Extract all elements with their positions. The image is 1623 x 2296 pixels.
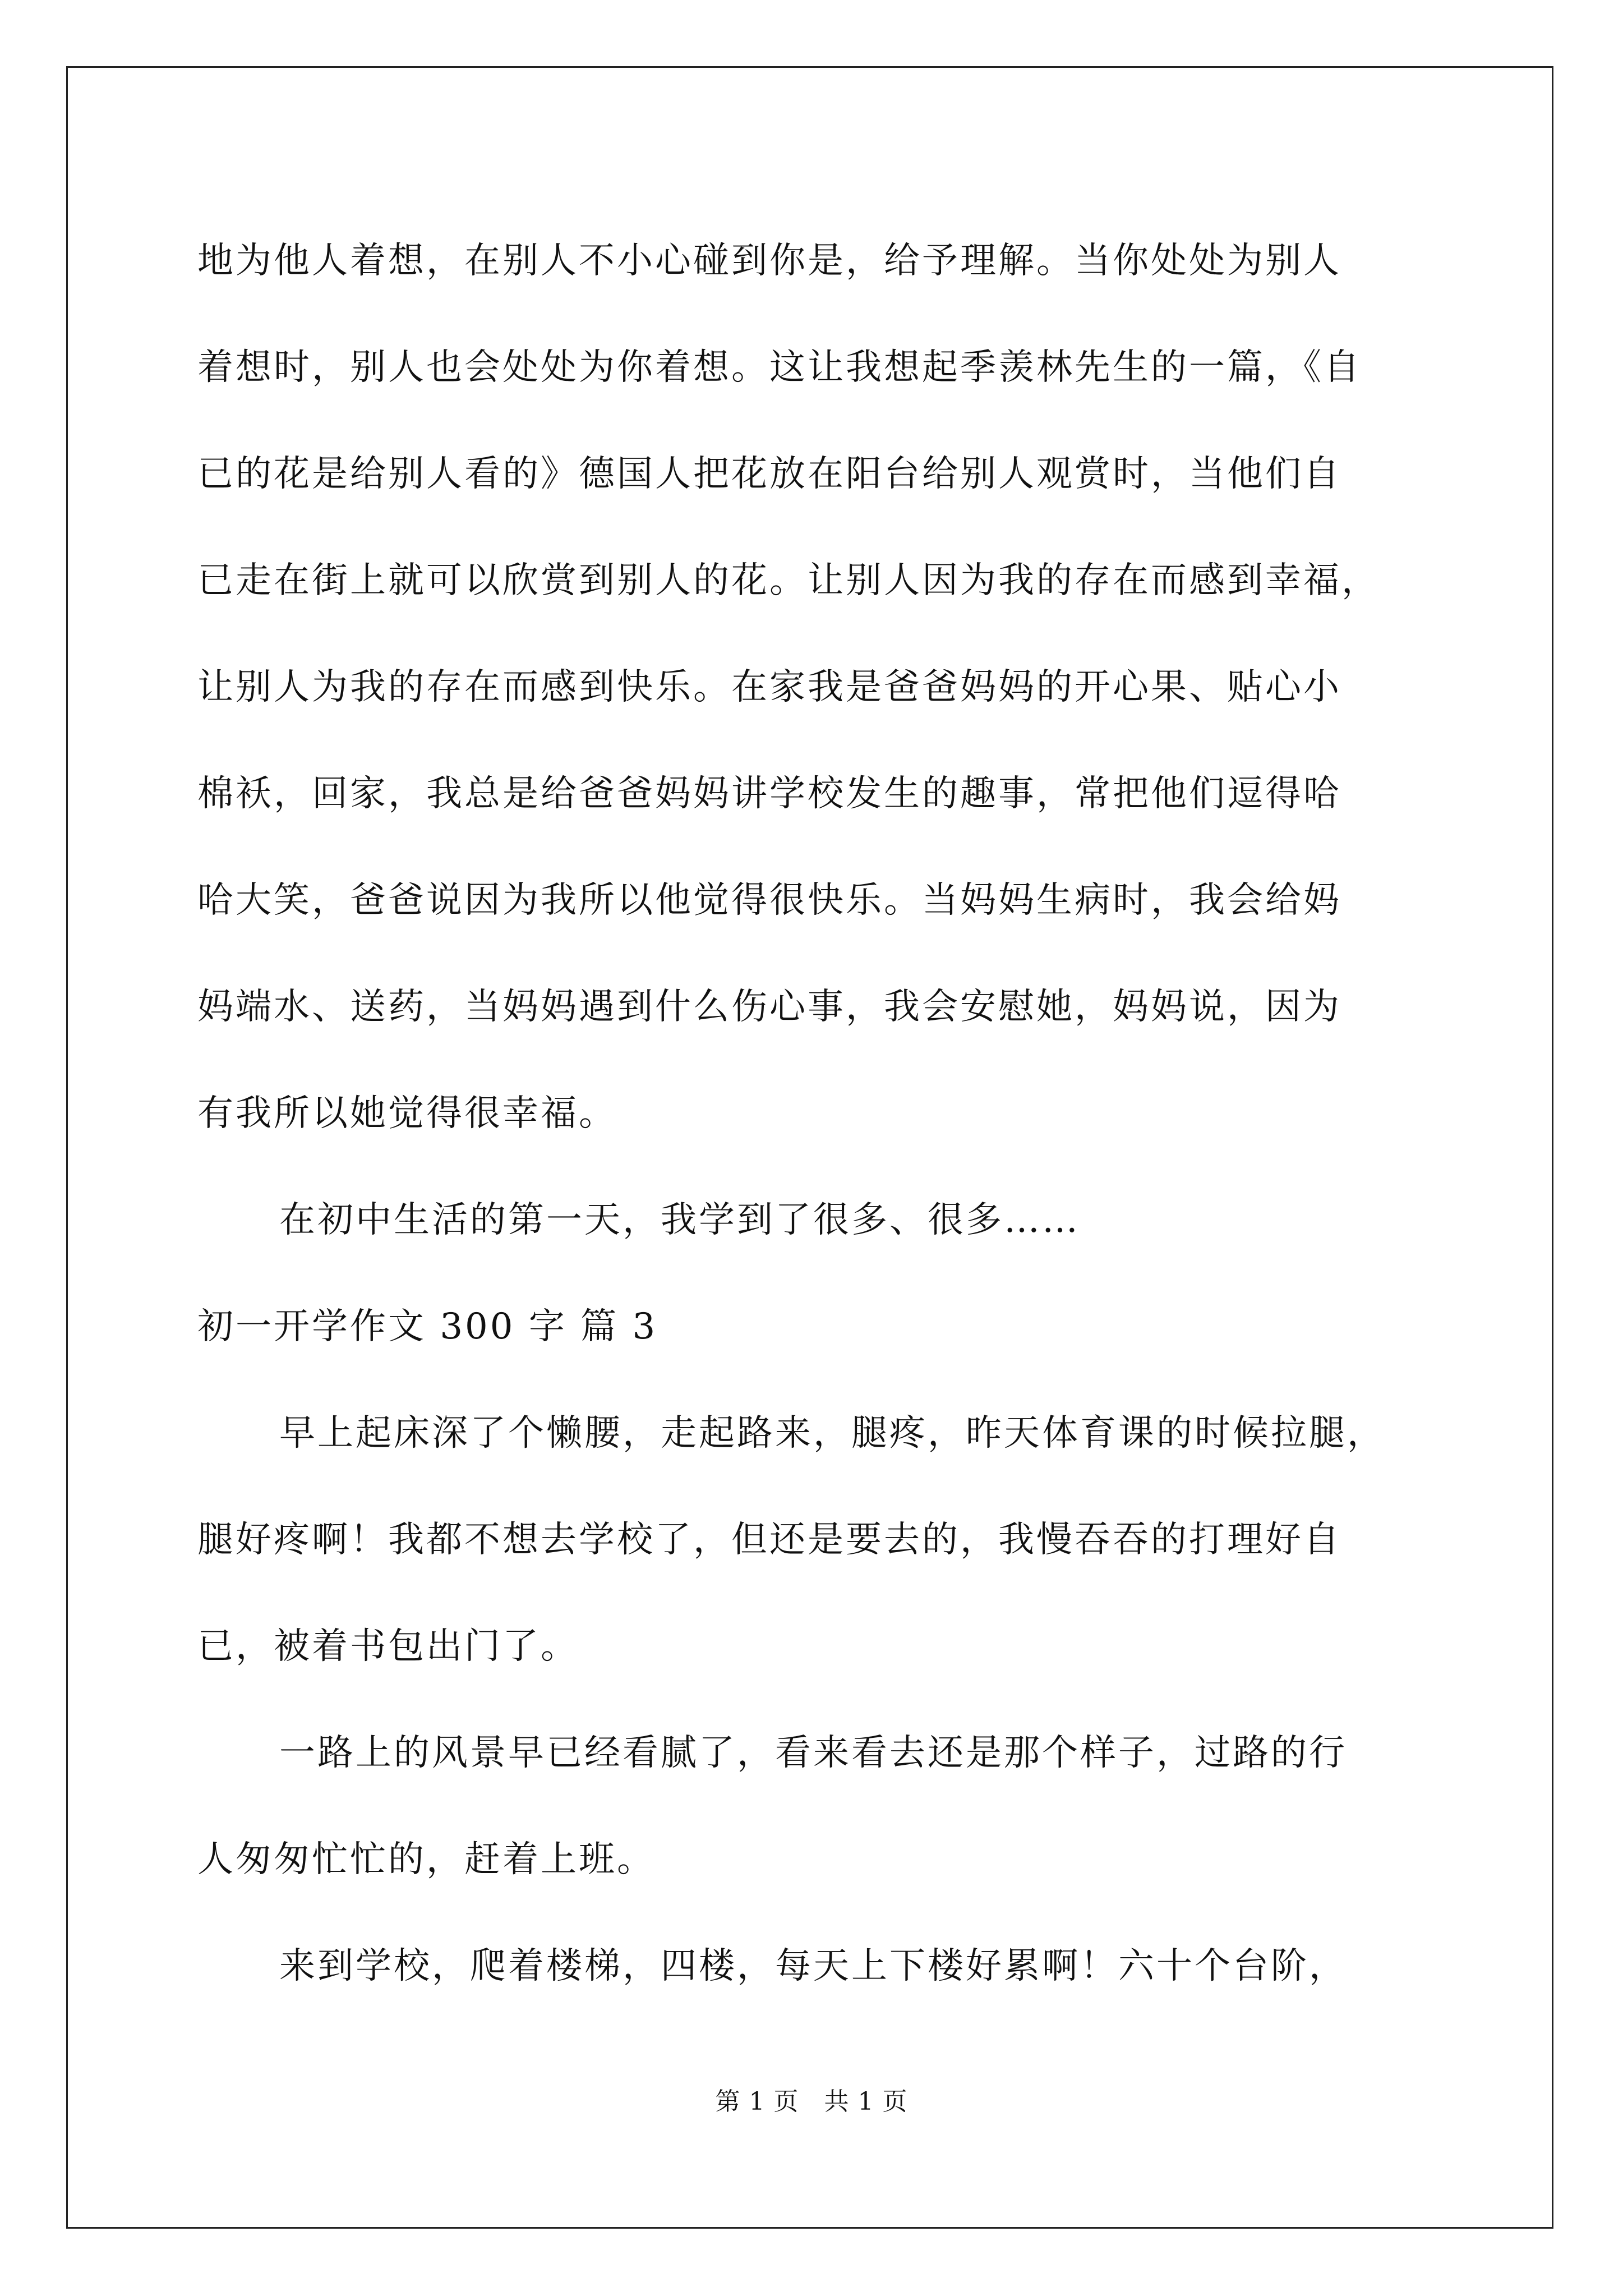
paragraph-line: 早上起床深了个懒腰，走起路来，腿疼，昨天体育课的时候拉腿， [279, 1412, 1385, 1454]
text-line: 让别人为我的存在而感到快乐。在家我是爸爸妈妈的开心果、贴心小 [197, 666, 1341, 708]
section-heading: 初一开学作文 300 字 篇 3 [197, 1306, 658, 1347]
text-line: 人匆匆忙忙的，赶着上班。 [197, 1839, 655, 1880]
text-line: 哈大笑，爸爸说因为我所以他觉得很快乐。当妈妈生病时，我会给妈 [197, 880, 1341, 921]
text-line: 已，被着书包出门了。 [197, 1626, 579, 1667]
text-line: 妈端水、送药，当妈妈遇到什么伤心事，我会安慰她，妈妈说，因为 [197, 986, 1341, 1028]
paragraph-line: 一路上的风景早已经看腻了，看来看去还是那个样子，过路的行 [279, 1732, 1347, 1774]
text-line: 已走在街上就可以欣赏到别人的花。让别人因为我的存在而感到幸福， [197, 560, 1380, 601]
text-line: 着想时，别人也会处处为你着想。这让我想起季羡林先生的一篇，《自 [197, 347, 1362, 388]
paragraph-line: 来到学校，爬着楼梯，四楼，每天上下楼好累啊！六十个台阶， [279, 1945, 1347, 1987]
text-line: 棉袄，回家，我总是给爸爸妈妈讲学校发生的趣事，常把他们逗得哈 [197, 773, 1341, 815]
text-line: 已的花是给别人看的》德国人把花放在阳台给别人观赏时，当他们自 [197, 453, 1341, 495]
paragraph-line: 在初中生活的第一天，我学到了很多、很多…… [279, 1199, 1080, 1241]
document-body [197, 208, 1437, 2019]
text-line: 地为他人着想，在别人不小心碰到你是，给予理解。当你处处为别人 [197, 240, 1341, 282]
page-footer: 第 1 页 共 1 页 [715, 2087, 908, 2116]
text-line: 有我所以她觉得很幸福。 [197, 1093, 617, 1134]
text-line: 腿好疼啊！我都不想去学校了，但还是要去的，我慢吞吞的打理好自 [197, 1519, 1341, 1561]
